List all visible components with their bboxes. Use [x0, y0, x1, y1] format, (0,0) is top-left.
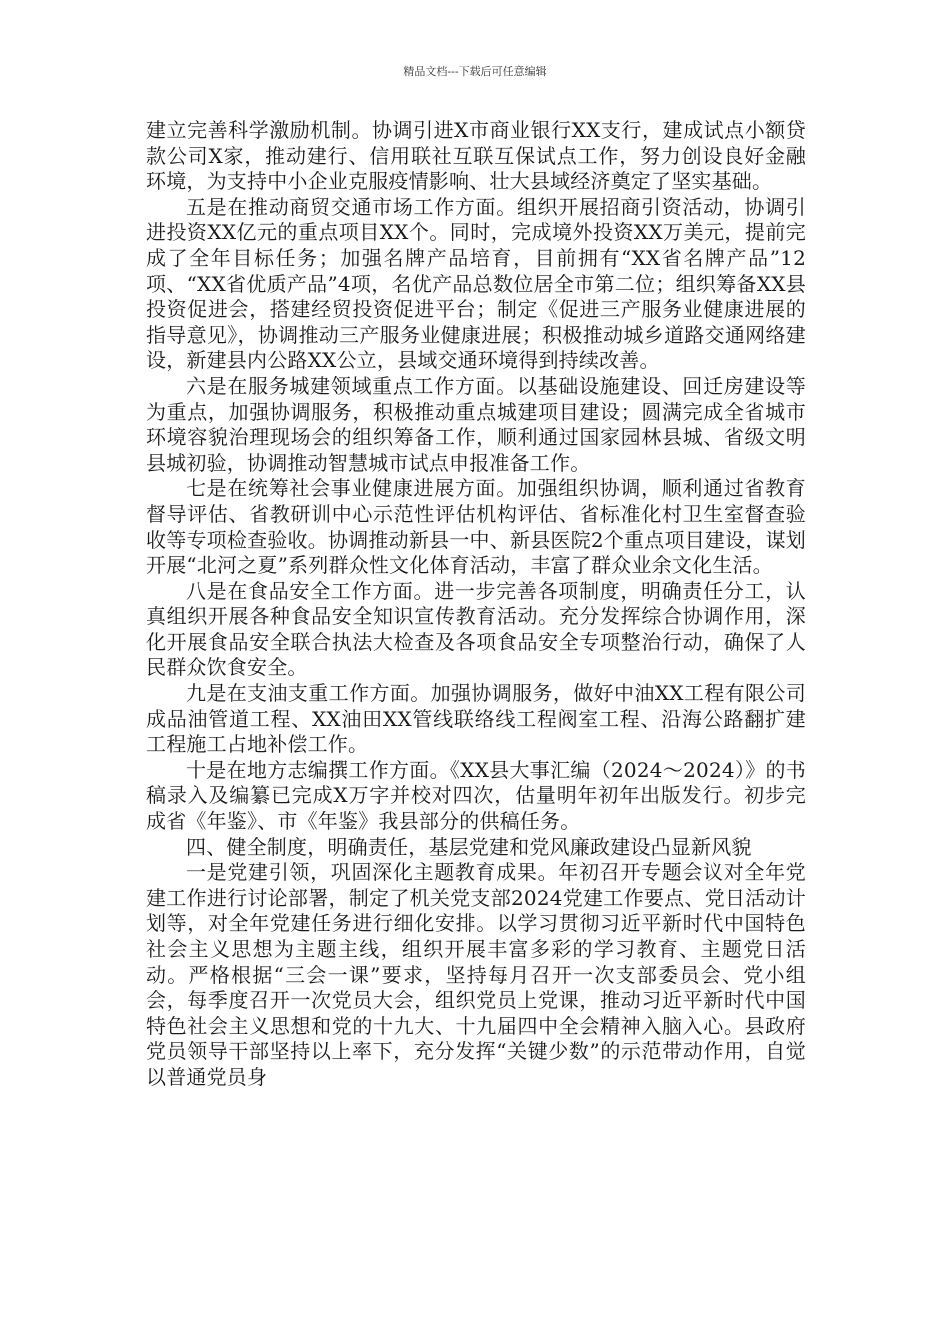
paragraph-local-chronicles: 十是在地方志编撰工作方面。《XX县大事汇编（2024～2024）》的书稿录入及编纂已完成X万字并校对四次，估量明年初年出版发行。初步完成省《年鉴》、市《年鉴》我县部分的供稿任务。 [146, 757, 806, 834]
paragraph-urban-construction: 六是在服务城建领域重点工作方面。以基础设施建设、回迁房建设等为重点，加强协调服务，积极推动重点城建项目建设；圆满完成全省城市环境容貌治理现场会的组织筹备工作，顺利通过国家园林县城、省级文明县城初验，协调推动智慧城市试点申报准备工作。 [146, 373, 806, 475]
section-heading-party-building: 四、健全制度，明确责任，基层党建和党风廉政建设凸显新风貌 [186, 834, 752, 859]
paragraph-food-safety: 八是在食品安全工作方面。进一步完善各项制度，明确责任分工，认真组织开展各种食品安全知识宣传教育活动。充分发挥综合协调作用，深化开展食品安全联合执法大检查及各项食品安全专项整治行动，确保了人民群众饮食安全。 [146, 578, 806, 680]
document-body [146, 118, 806, 1091]
paragraph-party-leadership: 一是党建引领，巩固深化主题教育成果。年初召开专题会议对全年党建工作进行讨论部署，制定了机关党支部2024党建工作要点、党日活动计划等，对全年党建任务进行细化安排。以学习贯彻习近平新时代中国特色社会主义思想为主题主线，组织开展丰富多彩的学习教育、主题党日活动。严格根据“三会一课”要求，坚持每月召开一次支部委员会、党小组会，每季度召开一次党员大会，组织党员上党课，推动习近平新时代中国特色社会主义思想和党的十九大、十九届四中全会精神入脑入心。县政府党员领导干部坚持以上率下，充分发挥“关键少数”的示范带动作用，自觉以普通党员身 [146, 860, 806, 1089]
paragraph-social-affairs: 七是在统筹社会事业健康进展方面。加强组织协调，顺利通过省教育督导评估、省教研训中心示范性评估机构评估、省标准化村卫生室督查验收等专项检查验收。协调推动新县一中、新县医院2个重点项目建设，谋划开展“北河之夏”系列群众性文化体育活动，丰富了群众业余文化生活。 [146, 476, 806, 578]
paragraph-finance-continuation: 建立完善科学激励机制。协调引进X市商业银行XX支行，建成试点小额贷款公司X家，推动建行、信用联社互联互保试点工作，努力创设良好金融环境，为支持中小企业克服疫情影响、壮大县域经济奠定了坚实基础。 [146, 118, 806, 194]
page-header: 精品文档---下载后可任意编辑 [403, 65, 547, 78]
paragraph-commerce-transport: 五是在推动商贸交通市场工作方面。组织开展招商引资活动，协调引进投资XX亿元的重点项目XX个。同时，完成境外投资XX万美元，提前完成了全年目标任务；加强名牌产品培育，目前拥有“XX省名牌产品”12项、“XX省优质产品”4项，名优产品总数位居全市第二位；组织筹备XX县投资促进会，搭建经贸投资促进平台；制定《促进三产服务业健康进展的指导意见》，协调推动三产服务业健康进展；积极推动城乡道路交通网络建设，新建县内公路XX公立，县域交通环境得到持续改善。 [146, 194, 806, 373]
paragraph-oil-support: 九是在支油支重工作方面。加强协调服务，做好中油XX工程有限公司成品油管道工程、XX油田XX管线联络线工程阀室工程、沿海公路翻扩建工程施工占地补偿工作。 [146, 681, 806, 757]
